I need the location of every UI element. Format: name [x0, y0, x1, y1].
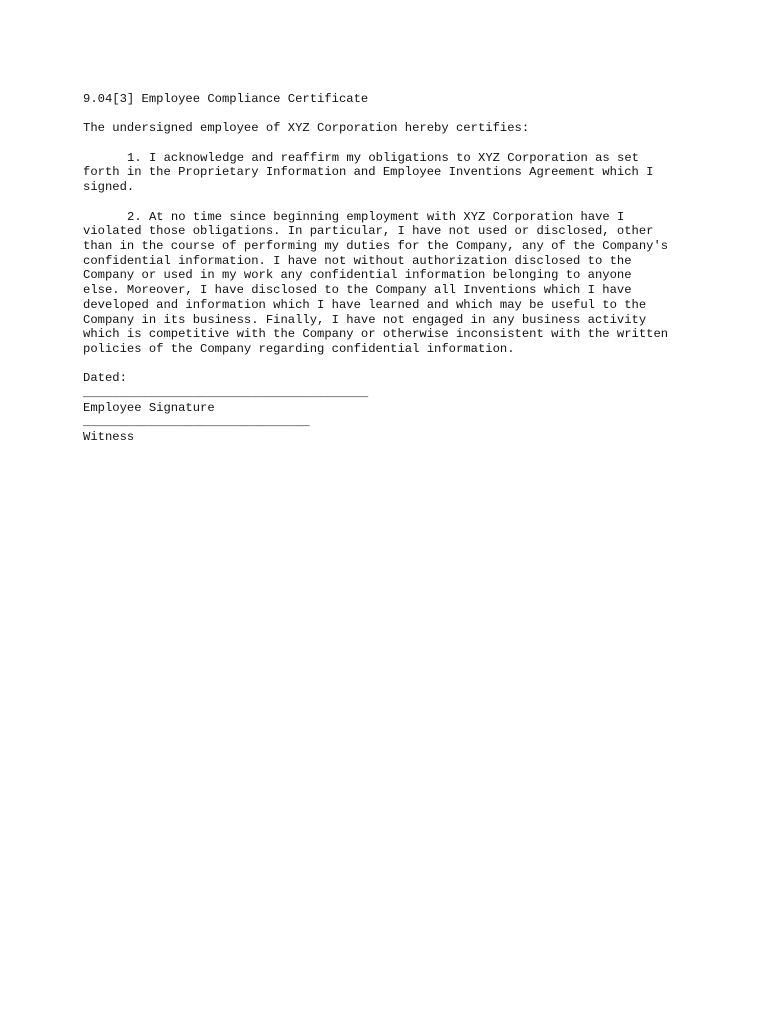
dated-label: Dated:	[83, 371, 127, 386]
employee-signature-label: Employee Signature	[83, 400, 215, 415]
intro-text: The undersigned employee of XYZ Corporation hereby certifies:	[83, 121, 530, 136]
document-title: 9.04[3] Employee Compliance Certificate	[83, 92, 369, 106]
paragraph-1	[83, 151, 703, 195]
paragraph-line: Company in its business. Finally, I have not engaged in any business activity	[83, 312, 647, 327]
paragraph-line: forth in the Proprietary Information and Employee Inventions Agreement which I	[83, 165, 654, 180]
paragraph-line: confidential information. I have not without authorization disclosed to the	[83, 253, 632, 268]
paragraph-line: developed and information which I have learned and which may be useful to the	[83, 297, 647, 312]
paragraph-line: signed.	[83, 180, 135, 195]
witness-label: Witness	[83, 430, 135, 445]
paragraph-line: than in the course of performing my duties for the Company, any of the Company's	[83, 238, 669, 253]
paragraph-line: which is competitive with the Company or otherwise inconsistent with the written	[83, 327, 669, 342]
witness-signature-line: _______________________________	[83, 415, 310, 430]
paragraph-line: 2. At no time since beginning employment with XYZ Corporation have I	[127, 209, 625, 224]
employee-signature-line: _______________________________________	[83, 386, 369, 400]
paragraph-line: Company or used in my work any confidential information belonging to anyone	[83, 268, 632, 283]
paragraph-line: else. Moreover, I have disclosed to the Company all Inventions which I have	[83, 283, 632, 298]
paragraph-2	[83, 210, 703, 357]
paragraph-line: violated those obligations. In particular, I have not used or disclosed, other	[83, 224, 654, 239]
certificate-page	[83, 92, 703, 445]
paragraph-line: 1. I acknowledge and reaffirm my obligations to XYZ Corporation as set	[127, 150, 639, 165]
paragraph-line: policies of the Company regarding confidential information.	[83, 341, 515, 356]
